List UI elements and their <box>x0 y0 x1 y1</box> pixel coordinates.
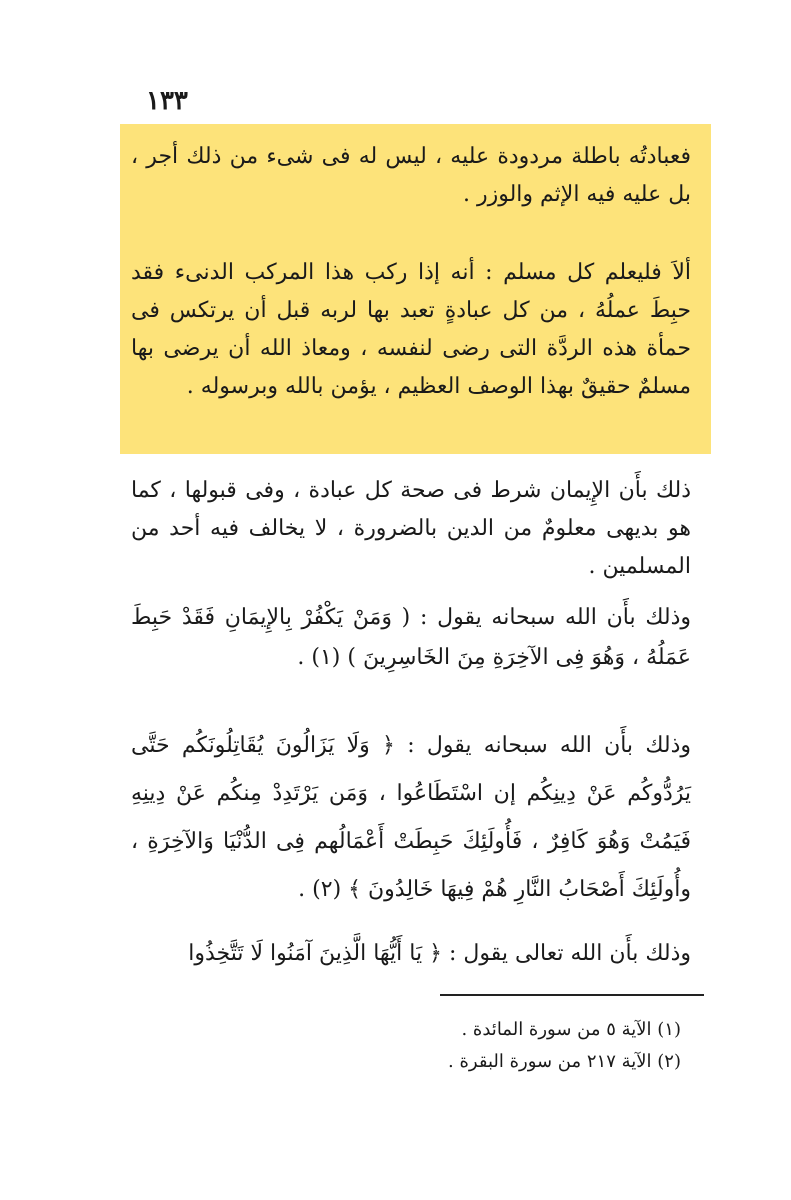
page-number: ١٣٣ <box>146 86 188 116</box>
paragraph-highlighted-2: ألاَ فليعلم كل مسلم : أنه إذا ركب هذا المركب الدنىء فقد حبِطَ عملُهُ ، من كل عبادةٍ تعبد بها لربه قبل أن يرتكس فى حمأة هذه الردَّة التى رضى لنفسه ، ومعاذ الله أن يرضى بها مسلمٌ حقيقٌ بهذا الوصف العظيم ، يؤمن بالله وبرسوله . <box>131 260 691 399</box>
paragraph-3: ذلك بأَن الإِيمان شرط فى صحة كل عبادة ، وفى قبولها ، كما هو بديهى معلومٌ من الدين بالضرورة ، لا يخالف فيه أحد من المسلمين . <box>131 478 691 579</box>
footnote-divider <box>440 994 704 996</box>
paragraph-highlighted-1: فعبادتُه باطلة مردودة عليه ، ليس له فى شىء من ذلك أجر ، بل عليه فيه الإثم والوزر . <box>131 144 691 207</box>
paragraph-5: وذلك بأَن الله سبحانه يقول : ﴿ وَلَا يَزَالُونَ يُقَاتِلُونَكُم حَتَّى يَرُدُّوكُم عَنْ دِينِكُم إن اسْتَطَاعُوا ، وَمَن يَرْتَدِدْ مِنكُم عَنْ دِينِهِ فَيَمُتْ وَهُوَ كَافِرٌ ، فَأُولَئِكَ حَبِطَتْ أَعْمَالُهم فِى الدُّنْيَا وَالآخِرَةِ ، وأُولَئِكَ أَصْحَابُ النَّارِ هُمْ فِيهَا خَالِدُونَ ﴾ (٢) . <box>131 733 691 902</box>
paragraph-6: وذلك بأَن الله تعالى يقول : ﴿ يَا أَيُّهَا الَّذِينَ آمَنُوا لَا تَتَّخِذُوا <box>188 941 691 966</box>
paragraph-4: وذلك بأَن الله سبحانه يقول : ( وَمَنْ يَكْفُرْ بِالإِيمَانِ فَقَدْ حَبِطَ عَمَلُهُ ، وَهُوَ فِى الآخِرَةِ مِنَ الخَاسِرِينَ ) (١) . <box>131 605 691 670</box>
footnote-2: (٢) الآية ٢١٧ من سورة البقرة . <box>448 1051 681 1072</box>
footnote-1: (١) الآية ٥ من سورة المائدة . <box>461 1019 681 1040</box>
